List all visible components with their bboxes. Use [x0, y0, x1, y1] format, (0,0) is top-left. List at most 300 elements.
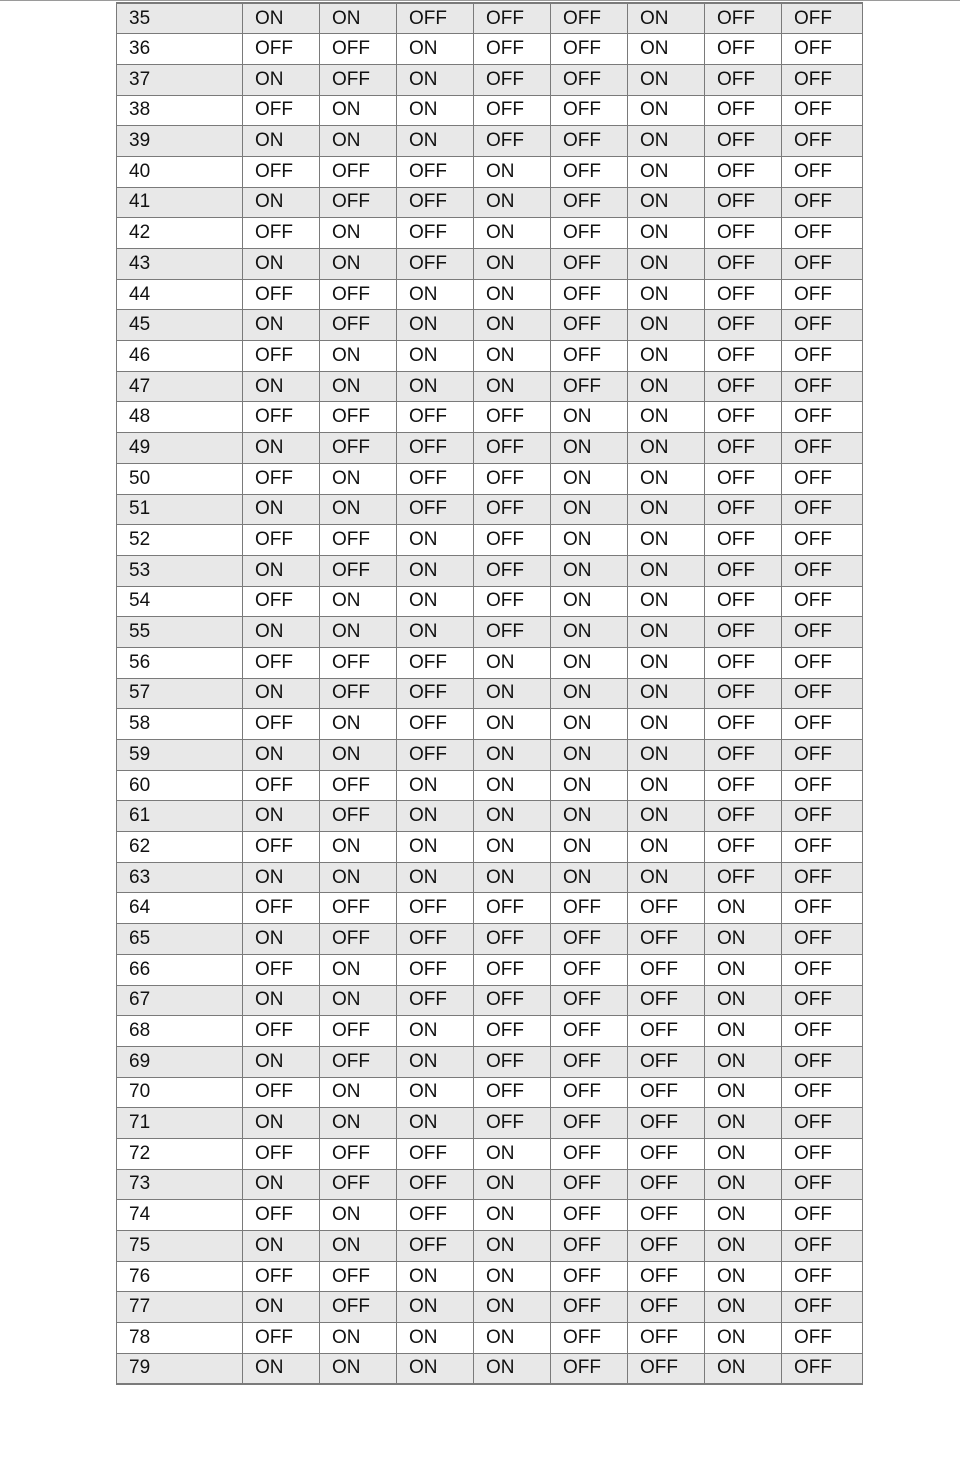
switch-2-cell: ON — [320, 740, 397, 771]
switch-2-cell: OFF — [320, 770, 397, 801]
switch-4-cell: ON — [474, 1200, 551, 1231]
table-row — [117, 371, 863, 402]
switch-1-cell: OFF — [243, 1323, 320, 1354]
switch-1-cell: OFF — [243, 218, 320, 249]
switch-6-cell: ON — [628, 555, 705, 586]
switch-4-cell: OFF — [474, 893, 551, 924]
switch-7-cell: OFF — [705, 402, 782, 433]
switch-6-cell: ON — [628, 617, 705, 648]
switch-1-cell: ON — [243, 126, 320, 157]
switch-8-cell: OFF — [782, 1138, 863, 1169]
address-cell: 74 — [117, 1200, 243, 1231]
table-row — [117, 34, 863, 65]
switch-4-cell: ON — [474, 249, 551, 280]
switch-2-cell: ON — [320, 249, 397, 280]
switch-4-cell: ON — [474, 740, 551, 771]
address-cell: 77 — [117, 1292, 243, 1323]
switch-5-cell: OFF — [551, 1046, 628, 1077]
switch-8-cell: OFF — [782, 709, 863, 740]
switch-1-cell: OFF — [243, 647, 320, 678]
switch-5-cell: ON — [551, 770, 628, 801]
address-cell: 46 — [117, 341, 243, 372]
switch-6-cell: ON — [628, 832, 705, 863]
switch-3-cell: ON — [397, 1108, 474, 1139]
switch-7-cell: ON — [705, 1353, 782, 1384]
switch-2-cell: ON — [320, 1353, 397, 1384]
switch-3-cell: ON — [397, 1046, 474, 1077]
switch-4-cell: OFF — [474, 1108, 551, 1139]
switch-6-cell: ON — [628, 279, 705, 310]
switch-8-cell: OFF — [782, 1292, 863, 1323]
switch-8-cell: OFF — [782, 1108, 863, 1139]
switch-3-cell: ON — [397, 1016, 474, 1047]
switch-1-cell: ON — [243, 985, 320, 1016]
switch-2-cell: ON — [320, 371, 397, 402]
switch-7-cell: OFF — [705, 218, 782, 249]
switch-8-cell: OFF — [782, 279, 863, 310]
switch-3-cell: ON — [397, 770, 474, 801]
switch-2-cell: OFF — [320, 1292, 397, 1323]
switch-4-cell: ON — [474, 770, 551, 801]
switch-7-cell: OFF — [705, 678, 782, 709]
switch-1-cell: ON — [243, 1169, 320, 1200]
switch-3-cell: OFF — [397, 187, 474, 218]
switch-6-cell: OFF — [628, 1353, 705, 1384]
switch-1-cell: OFF — [243, 156, 320, 187]
table-row — [117, 126, 863, 157]
table-row — [117, 95, 863, 126]
switch-7-cell: OFF — [705, 862, 782, 893]
address-cell: 36 — [117, 34, 243, 65]
table-row — [117, 402, 863, 433]
switch-5-cell: OFF — [551, 279, 628, 310]
table-row — [117, 1353, 863, 1384]
switch-6-cell: ON — [628, 463, 705, 494]
table-row — [117, 494, 863, 525]
switch-3-cell: ON — [397, 832, 474, 863]
switch-6-cell: ON — [628, 770, 705, 801]
switch-5-cell: ON — [551, 402, 628, 433]
switch-5-cell: ON — [551, 586, 628, 617]
switch-6-cell: ON — [628, 249, 705, 280]
switch-6-cell: ON — [628, 341, 705, 372]
switch-2-cell: ON — [320, 1077, 397, 1108]
switch-4-cell: OFF — [474, 34, 551, 65]
switch-4-cell: ON — [474, 647, 551, 678]
switch-3-cell: ON — [397, 34, 474, 65]
table-row — [117, 249, 863, 280]
switch-1-cell: ON — [243, 3, 320, 34]
switch-8-cell: OFF — [782, 954, 863, 985]
switch-6-cell: OFF — [628, 954, 705, 985]
switch-3-cell: OFF — [397, 740, 474, 771]
address-cell: 57 — [117, 678, 243, 709]
switch-7-cell: OFF — [705, 617, 782, 648]
switch-6-cell: ON — [628, 126, 705, 157]
address-cell: 63 — [117, 862, 243, 893]
table-row — [117, 1108, 863, 1139]
table-row — [117, 586, 863, 617]
switch-5-cell: ON — [551, 678, 628, 709]
switch-5-cell: OFF — [551, 126, 628, 157]
table-row — [117, 1323, 863, 1354]
address-cell: 50 — [117, 463, 243, 494]
switch-5-cell: OFF — [551, 1261, 628, 1292]
switch-2-cell: OFF — [320, 1046, 397, 1077]
switch-7-cell: OFF — [705, 126, 782, 157]
switch-3-cell: ON — [397, 310, 474, 341]
switch-8-cell: OFF — [782, 740, 863, 771]
switch-8-cell: OFF — [782, 770, 863, 801]
switch-1-cell: ON — [243, 924, 320, 955]
switch-3-cell: ON — [397, 279, 474, 310]
switch-6-cell: OFF — [628, 1077, 705, 1108]
switch-1-cell: OFF — [243, 709, 320, 740]
switch-6-cell: OFF — [628, 1046, 705, 1077]
table-row — [117, 709, 863, 740]
switch-7-cell: OFF — [705, 279, 782, 310]
switch-5-cell: OFF — [551, 1108, 628, 1139]
switch-2-cell: ON — [320, 954, 397, 985]
address-cell: 59 — [117, 740, 243, 771]
switch-1-cell: ON — [243, 617, 320, 648]
address-cell: 45 — [117, 310, 243, 341]
switch-2-cell: ON — [320, 1200, 397, 1231]
switch-6-cell: ON — [628, 310, 705, 341]
switch-2-cell: ON — [320, 709, 397, 740]
switch-7-cell: OFF — [705, 310, 782, 341]
switch-7-cell: OFF — [705, 555, 782, 586]
switch-7-cell: OFF — [705, 34, 782, 65]
switch-7-cell: ON — [705, 1323, 782, 1354]
switch-7-cell: ON — [705, 1016, 782, 1047]
switch-5-cell: ON — [551, 832, 628, 863]
switch-6-cell: ON — [628, 433, 705, 464]
switch-5-cell: OFF — [551, 1138, 628, 1169]
address-cell: 61 — [117, 801, 243, 832]
switch-4-cell: ON — [474, 218, 551, 249]
switch-5-cell: OFF — [551, 1323, 628, 1354]
switch-5-cell: OFF — [551, 64, 628, 95]
switch-1-cell: OFF — [243, 1138, 320, 1169]
switch-7-cell: OFF — [705, 64, 782, 95]
address-cell: 60 — [117, 770, 243, 801]
switch-8-cell: OFF — [782, 1231, 863, 1262]
switch-4-cell: OFF — [474, 985, 551, 1016]
switch-2-cell: OFF — [320, 64, 397, 95]
switch-2-cell: OFF — [320, 647, 397, 678]
switch-7-cell: ON — [705, 924, 782, 955]
switch-4-cell: ON — [474, 801, 551, 832]
switch-3-cell: ON — [397, 586, 474, 617]
switch-4-cell: OFF — [474, 494, 551, 525]
switch-3-cell: OFF — [397, 463, 474, 494]
address-cell: 68 — [117, 1016, 243, 1047]
switch-8-cell: OFF — [782, 555, 863, 586]
switch-3-cell: ON — [397, 1292, 474, 1323]
switch-5-cell: OFF — [551, 924, 628, 955]
switch-1-cell: ON — [243, 1108, 320, 1139]
address-cell: 66 — [117, 954, 243, 985]
switch-1-cell: OFF — [243, 34, 320, 65]
switch-8-cell: OFF — [782, 341, 863, 372]
switch-3-cell: OFF — [397, 156, 474, 187]
switch-3-cell: OFF — [397, 985, 474, 1016]
address-cell: 54 — [117, 586, 243, 617]
switch-8-cell: OFF — [782, 678, 863, 709]
switch-1-cell: OFF — [243, 1200, 320, 1231]
switch-3-cell: OFF — [397, 218, 474, 249]
switch-3-cell: OFF — [397, 433, 474, 464]
switch-4-cell: ON — [474, 156, 551, 187]
address-cell: 43 — [117, 249, 243, 280]
address-cell: 47 — [117, 371, 243, 402]
table-row — [117, 1169, 863, 1200]
switch-5-cell: OFF — [551, 1200, 628, 1231]
switch-4-cell: ON — [474, 187, 551, 218]
switch-3-cell: OFF — [397, 678, 474, 709]
switch-2-cell: OFF — [320, 310, 397, 341]
switch-4-cell: ON — [474, 678, 551, 709]
switch-2-cell: ON — [320, 3, 397, 34]
switch-4-cell: OFF — [474, 555, 551, 586]
switch-3-cell: OFF — [397, 1138, 474, 1169]
switch-2-cell: OFF — [320, 433, 397, 464]
table-row — [117, 801, 863, 832]
switch-2-cell: ON — [320, 126, 397, 157]
switch-1-cell: OFF — [243, 770, 320, 801]
switch-2-cell: ON — [320, 341, 397, 372]
switch-1-cell: ON — [243, 310, 320, 341]
switch-6-cell: OFF — [628, 924, 705, 955]
switch-4-cell: OFF — [474, 1016, 551, 1047]
address-cell: 39 — [117, 126, 243, 157]
switch-8-cell: OFF — [782, 402, 863, 433]
switch-3-cell: OFF — [397, 1169, 474, 1200]
table-row — [117, 1231, 863, 1262]
switch-2-cell: ON — [320, 862, 397, 893]
switch-5-cell: OFF — [551, 954, 628, 985]
table-row — [117, 617, 863, 648]
table-row — [117, 187, 863, 218]
switch-3-cell: ON — [397, 95, 474, 126]
address-cell: 65 — [117, 924, 243, 955]
switch-8-cell: OFF — [782, 1169, 863, 1200]
switch-5-cell: OFF — [551, 1353, 628, 1384]
switch-7-cell: OFF — [705, 586, 782, 617]
switch-1-cell: OFF — [243, 954, 320, 985]
switch-1-cell: ON — [243, 740, 320, 771]
switch-7-cell: ON — [705, 1077, 782, 1108]
switch-6-cell: ON — [628, 525, 705, 556]
switch-7-cell: OFF — [705, 433, 782, 464]
switch-1-cell: ON — [243, 249, 320, 280]
switch-7-cell: OFF — [705, 801, 782, 832]
switch-3-cell: OFF — [397, 924, 474, 955]
table-row — [117, 985, 863, 1016]
switch-1-cell: OFF — [243, 1261, 320, 1292]
switch-6-cell: OFF — [628, 1292, 705, 1323]
address-cell: 67 — [117, 985, 243, 1016]
switch-2-cell: ON — [320, 1323, 397, 1354]
switch-5-cell: OFF — [551, 249, 628, 280]
switch-6-cell: OFF — [628, 1231, 705, 1262]
switch-7-cell: ON — [705, 1138, 782, 1169]
switch-5-cell: OFF — [551, 310, 628, 341]
switch-5-cell: OFF — [551, 218, 628, 249]
switch-6-cell: OFF — [628, 985, 705, 1016]
switch-1-cell: ON — [243, 187, 320, 218]
switch-2-cell: ON — [320, 218, 397, 249]
address-cell: 42 — [117, 218, 243, 249]
switch-8-cell: OFF — [782, 463, 863, 494]
switch-8-cell: OFF — [782, 1353, 863, 1384]
address-cell: 70 — [117, 1077, 243, 1108]
switch-6-cell: ON — [628, 218, 705, 249]
switch-1-cell: ON — [243, 64, 320, 95]
table-row — [117, 678, 863, 709]
table-row — [117, 463, 863, 494]
switch-5-cell: OFF — [551, 1169, 628, 1200]
switch-4-cell: ON — [474, 310, 551, 341]
switch-3-cell: OFF — [397, 954, 474, 985]
switch-1-cell: ON — [243, 801, 320, 832]
switch-8-cell: OFF — [782, 1323, 863, 1354]
switch-4-cell: OFF — [474, 3, 551, 34]
switch-2-cell: OFF — [320, 1138, 397, 1169]
switch-2-cell: OFF — [320, 525, 397, 556]
switch-7-cell: OFF — [705, 740, 782, 771]
address-cell: 49 — [117, 433, 243, 464]
switch-6-cell: ON — [628, 187, 705, 218]
switch-6-cell: ON — [628, 64, 705, 95]
switch-4-cell: ON — [474, 1169, 551, 1200]
switch-4-cell: OFF — [474, 126, 551, 157]
switch-8-cell: OFF — [782, 1046, 863, 1077]
address-cell: 35 — [117, 3, 243, 34]
switch-8-cell: OFF — [782, 1200, 863, 1231]
switch-5-cell: ON — [551, 433, 628, 464]
switch-8-cell: OFF — [782, 525, 863, 556]
switch-6-cell: OFF — [628, 1108, 705, 1139]
table-row — [117, 1077, 863, 1108]
switch-3-cell: ON — [397, 1323, 474, 1354]
switch-8-cell: OFF — [782, 187, 863, 218]
switch-8-cell: OFF — [782, 985, 863, 1016]
switch-1-cell: ON — [243, 371, 320, 402]
table-body — [117, 3, 863, 1384]
table-row — [117, 64, 863, 95]
switch-3-cell: ON — [397, 1353, 474, 1384]
switch-8-cell: OFF — [782, 34, 863, 65]
switch-8-cell: OFF — [782, 893, 863, 924]
switch-3-cell: OFF — [397, 1200, 474, 1231]
switch-6-cell: OFF — [628, 1200, 705, 1231]
switch-8-cell: OFF — [782, 617, 863, 648]
switch-1-cell: OFF — [243, 341, 320, 372]
switch-5-cell: ON — [551, 740, 628, 771]
table-row — [117, 740, 863, 771]
switch-6-cell: ON — [628, 647, 705, 678]
switch-2-cell: OFF — [320, 555, 397, 586]
switch-1-cell: ON — [243, 1292, 320, 1323]
switch-1-cell: ON — [243, 1046, 320, 1077]
table-row — [117, 525, 863, 556]
switch-2-cell: OFF — [320, 279, 397, 310]
switch-4-cell: OFF — [474, 433, 551, 464]
switch-1-cell: ON — [243, 555, 320, 586]
switch-8-cell: OFF — [782, 371, 863, 402]
switch-8-cell: OFF — [782, 156, 863, 187]
switch-1-cell: OFF — [243, 1016, 320, 1047]
switch-8-cell: OFF — [782, 647, 863, 678]
switch-4-cell: ON — [474, 709, 551, 740]
switch-7-cell: OFF — [705, 463, 782, 494]
switch-4-cell: OFF — [474, 954, 551, 985]
switch-4-cell: OFF — [474, 617, 551, 648]
switch-5-cell: ON — [551, 647, 628, 678]
switch-8-cell: OFF — [782, 249, 863, 280]
address-cell: 73 — [117, 1169, 243, 1200]
switch-4-cell: OFF — [474, 525, 551, 556]
switch-7-cell: OFF — [705, 832, 782, 863]
table-row — [117, 433, 863, 464]
switch-6-cell: ON — [628, 801, 705, 832]
switch-7-cell: OFF — [705, 95, 782, 126]
switch-4-cell: OFF — [474, 402, 551, 433]
switch-8-cell: OFF — [782, 924, 863, 955]
switch-5-cell: OFF — [551, 341, 628, 372]
switch-2-cell: OFF — [320, 924, 397, 955]
table-row — [117, 893, 863, 924]
switch-3-cell: ON — [397, 862, 474, 893]
table-row — [117, 1046, 863, 1077]
switch-2-cell: ON — [320, 95, 397, 126]
address-cell: 78 — [117, 1323, 243, 1354]
switch-7-cell: OFF — [705, 494, 782, 525]
switch-3-cell: ON — [397, 525, 474, 556]
switch-7-cell: ON — [705, 1261, 782, 1292]
switch-6-cell: ON — [628, 3, 705, 34]
switch-3-cell: OFF — [397, 1231, 474, 1262]
switch-4-cell: OFF — [474, 95, 551, 126]
switch-2-cell: ON — [320, 494, 397, 525]
switch-1-cell: ON — [243, 433, 320, 464]
switch-8-cell: OFF — [782, 494, 863, 525]
switch-1-cell: ON — [243, 1231, 320, 1262]
switch-5-cell: ON — [551, 862, 628, 893]
switch-8-cell: OFF — [782, 832, 863, 863]
switch-6-cell: ON — [628, 371, 705, 402]
switch-1-cell: OFF — [243, 1077, 320, 1108]
switch-2-cell: OFF — [320, 801, 397, 832]
switch-1-cell: OFF — [243, 586, 320, 617]
switch-1-cell: ON — [243, 862, 320, 893]
table-row — [117, 862, 863, 893]
switch-6-cell: ON — [628, 402, 705, 433]
address-cell: 41 — [117, 187, 243, 218]
switch-2-cell: OFF — [320, 402, 397, 433]
switch-3-cell: OFF — [397, 709, 474, 740]
switch-5-cell: OFF — [551, 985, 628, 1016]
address-cell: 38 — [117, 95, 243, 126]
switch-8-cell: OFF — [782, 433, 863, 464]
switch-6-cell: ON — [628, 34, 705, 65]
table-row — [117, 3, 863, 34]
switch-4-cell: OFF — [474, 1077, 551, 1108]
switch-7-cell: OFF — [705, 525, 782, 556]
table-row — [117, 341, 863, 372]
